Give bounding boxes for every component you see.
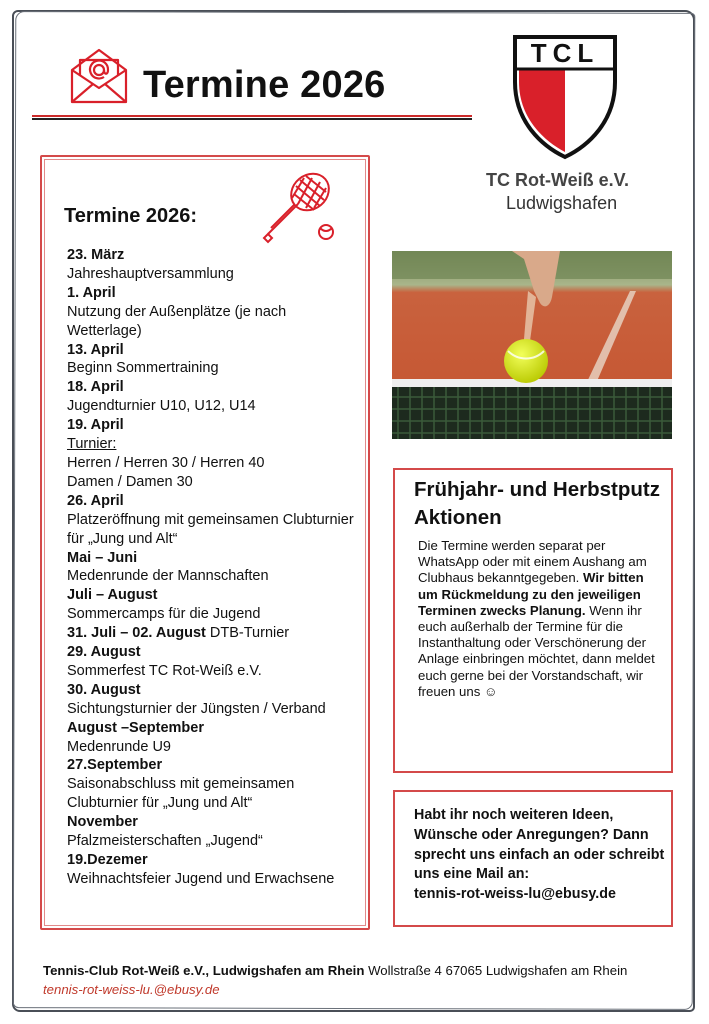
title-underline: [32, 115, 472, 117]
event-item: [67, 624, 357, 643]
event-item: [67, 719, 357, 757]
schedule-heading: Termine 2026:: [64, 205, 198, 227]
tennis-photo: [392, 251, 672, 439]
event-inline-text: DTB-Turnier: [205, 625, 290, 642]
event-label: Turnier:: [67, 436, 117, 453]
event-description: Weihnachtsfeier Jugend und Erwachsene: [67, 870, 335, 887]
cleanup-heading: Frühjahr- und Herbstputz Aktionen: [414, 478, 660, 529]
event-date: November: [67, 814, 138, 831]
event-date: 23. März: [67, 247, 125, 263]
event-item: [67, 341, 357, 379]
event-date: 1. April: [67, 284, 116, 301]
event-item: [67, 851, 357, 889]
event-item: [67, 378, 357, 416]
ideas-message: Habt ihr noch weiteren Ideen, Wünsche oder Anregungen? Dann sprecht uns einfach an oder schreibt uns eine Mail an:: [414, 807, 665, 883]
event-description: Medenrunde U9: [67, 738, 171, 755]
mail-icon: [68, 44, 130, 106]
club-city: Ludwigshafen: [506, 193, 618, 213]
event-date: Juli – August: [67, 587, 158, 604]
ideas-text: [414, 806, 669, 905]
footer-org: Tennis-Club Rot-Weiß e.V., Ludwigshafen am Rhein: [43, 963, 365, 978]
event-description: Saisonabschluss mit gemeinsamen Clubturnier für „Jung und Alt“: [67, 776, 295, 812]
ideas-email-link[interactable]: tennis-rot-weiss-lu@ebusy.de: [414, 886, 616, 903]
club-logo: [512, 34, 618, 160]
event-item: [67, 586, 357, 624]
event-item: [67, 492, 357, 549]
event-date: Mai – Juni: [67, 549, 138, 566]
footer-email-link[interactable]: tennis-rot-weiss-lu.@ebusy.de: [43, 982, 220, 997]
footer-address-line: [43, 963, 627, 978]
event-item: [67, 813, 357, 851]
event-description: Jugendturnier U10, U12, U14: [67, 398, 256, 415]
event-date: 31. Juli – 02. August: [67, 625, 206, 642]
event-date: August –September: [67, 719, 204, 736]
event-description: Sommerfest TC Rot-Weiß e.V.: [67, 662, 262, 679]
event-description: Pfalzmeisterschaften „Jugend“: [67, 833, 263, 850]
event-description: Sichtungsturnier der Jüngsten / Verband: [67, 700, 326, 717]
event-description: Platzeröffnung mit gemeinsamen Clubturnier für „Jung und Alt“: [67, 511, 354, 547]
footer-address: Wollstraße 4 67065 Ludwigshafen am Rhein: [364, 963, 628, 978]
event-date: 30. August: [67, 681, 141, 698]
event-item: [67, 284, 357, 341]
event-item: [67, 549, 357, 587]
event-date: 26. April: [67, 492, 124, 509]
event-item: [67, 246, 357, 284]
event-date: 27.September: [67, 757, 163, 774]
page-title: Termine 2026: [143, 64, 386, 106]
event-description: Nutzung der Außenplätze (je nach Wetterlage): [67, 303, 287, 339]
event-item: [67, 643, 357, 681]
cleanup-text: [418, 538, 663, 700]
event-date: 18. April: [67, 379, 124, 396]
event-date: 19. April: [67, 417, 124, 434]
event-item: [67, 681, 357, 719]
cleanup-text-bold: Wir bitten um Rückmeldung zu den jeweiligen Terminen zwecks Planung.: [418, 570, 644, 618]
title-underline-dark: [32, 118, 472, 120]
event-date: 29. August: [67, 644, 141, 661]
event-description: Jahreshauptversammlung: [67, 265, 234, 282]
event-description: Herren / Herren 30 / Herren 40: [67, 454, 265, 471]
event-item: [67, 416, 357, 492]
club-name: TC Rot-Weiß e.V.: [486, 170, 630, 190]
event-description: Beginn Sommertraining: [67, 360, 219, 377]
event-item: [67, 756, 357, 813]
cleanup-text-1: Die Termine werden separat per WhatsApp oder mit einem Aushang am Clubhaus bekanntgegeben.: [418, 538, 647, 586]
cleanup-text-2: Wenn ihr euch außerhalb der Termine für die Instanthaltung oder Verschönerung der Anlage einbringen möchtet, dann meldet euch gerne bei der Vorstandschaft, wir freuen uns ☺: [418, 602, 655, 699]
logo-letters: TCL: [530, 38, 600, 68]
event-list: [67, 246, 357, 889]
event-description: Damen / Damen 30: [67, 473, 193, 490]
tennis-racket-icon: [260, 168, 340, 246]
event-date: 13. April: [67, 341, 124, 358]
event-description: Sommercamps für die Jugend: [67, 606, 261, 623]
event-description: Medenrunde der Mannschaften: [67, 568, 269, 585]
event-date: 19.Dezemer: [67, 852, 148, 868]
